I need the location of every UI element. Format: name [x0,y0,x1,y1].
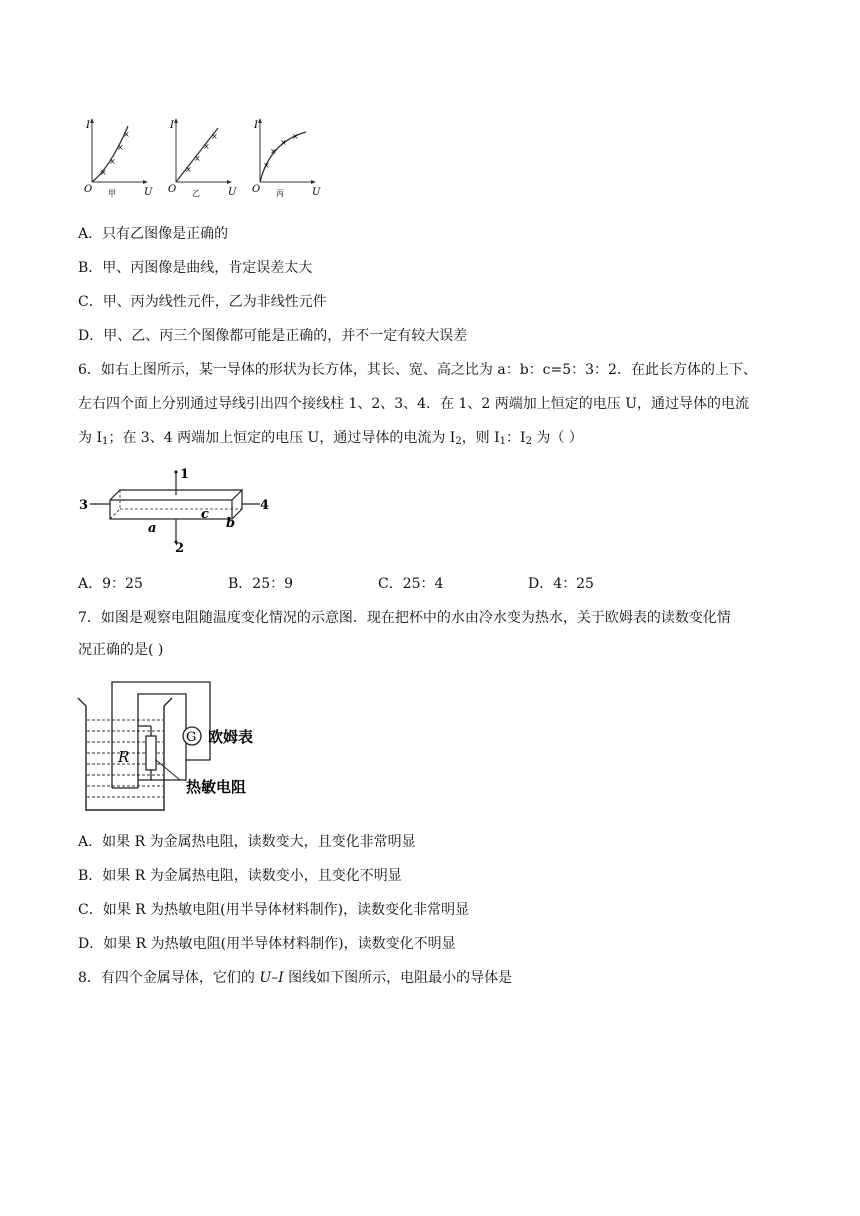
q5-option-b: B．甲、丙图像是曲线，肯定误差太大 [78,260,313,276]
x-axis-label: U [312,187,321,198]
cuboid-figure [76,466,276,554]
y-axis-label: I [170,120,174,131]
terminal-1-label: 1 [180,467,190,482]
q6-stem-line-3: 为 $I_1$；在 3、4 两端加上恒定的电压 U，通过导体的电流为 $I_2$，则 $I_1$：$I_2$ 为（ ） [78,430,583,447]
marker-x: × [270,147,277,156]
q8-stem: 8．有四个金属导体，它们的 U–I 图线如下图所示，电阻最小的导体是 [78,970,513,986]
origin-label: O [168,184,177,195]
marker-x: × [117,143,124,152]
q6-option-b: B．25：9 [228,576,294,592]
marker-x: × [109,157,116,166]
terminal-3-label: 3 [79,498,89,513]
q5-option-a: A．只有乙图像是正确的 [78,226,229,242]
marker-x: × [280,138,287,147]
marker-x: × [123,130,130,139]
y-axis-label: I [254,120,258,131]
marker-x: × [263,161,270,170]
q6-option-d: D．4：25 [528,576,594,592]
meter-label: 欧姆表 [208,728,254,746]
resistor-label: 热敏电阻 [186,778,247,796]
terminal-4-label: 4 [260,498,270,513]
terminal-2-label: 2 [175,541,185,554]
q5-option-d: D．甲、乙、丙三个图像都可能是正确的，并不一定有较大误差 [78,328,468,344]
origin-label: O [84,184,93,195]
x-axis-label: U [144,187,153,198]
q7-option-b: B．如果 R 为金属热电阻，读数变小，且变化不明显 [78,868,402,884]
q7-stem-line-1: 7．如图是观察电阻随温度变化情况的示意图．现在把杯中的水由冷水变为热水，关于欧姆表的读数变化情 [78,610,731,626]
iv-panel-bing [252,118,321,198]
q6-stem-line-1: 6．如右上图所示，某一导体的形状为长方体，其长、宽、高之比为 a：b：c=5：3：2．在此长方体的上下、 [78,362,757,378]
x-axis-label: U [228,187,237,198]
marker-x: × [203,142,210,151]
iv-panel-yi [168,118,237,198]
resistor-symbol: R [118,748,130,766]
panel-name: 乙 [192,189,200,198]
q7-option-a: A．如果 R 为金属热电阻，读数变大，且变化非常明显 [78,834,416,850]
meter-symbol: G [186,730,197,745]
y-axis-label: I [86,120,90,131]
q6-option-c: C．25：4 [378,576,444,592]
dimension-b-label: b [226,516,236,531]
marker-x: × [100,168,107,177]
thermistor-circuit-figure [74,676,284,816]
q7-option-d: D．如果 R 为热敏电阻(用半导体材料制作)，读数变化不明显 [78,936,456,952]
q7-stem-line-2: 况正确的是( ) [78,642,164,658]
dimension-c-label: c [201,507,209,522]
marker-x: × [185,165,192,174]
origin-label: O [252,184,261,195]
iv-panel-jia [84,118,153,198]
marker-x: × [292,132,299,141]
marker-x: × [211,132,218,141]
panel-name: 甲 [108,189,116,198]
q5-option-c: C．甲、丙为线性元件，乙为非线性元件 [78,294,327,310]
iv-graphs-figure [76,112,328,200]
q7-option-c: C．如果 R 为热敏电阻(用半导体材料制作)，读数变化非常明显 [78,902,470,918]
q6-option-a: A．9：25 [78,576,143,592]
marker-x: × [194,154,201,163]
dimension-a-label: a [148,521,157,536]
panel-name: 丙 [276,189,284,198]
q6-stem-line-2: 左右四个面上分别通过导线引出四个接线柱 1、2、3、4．在 1、2 两端加上恒定的电压 U，通过导体的电流 [78,396,750,412]
